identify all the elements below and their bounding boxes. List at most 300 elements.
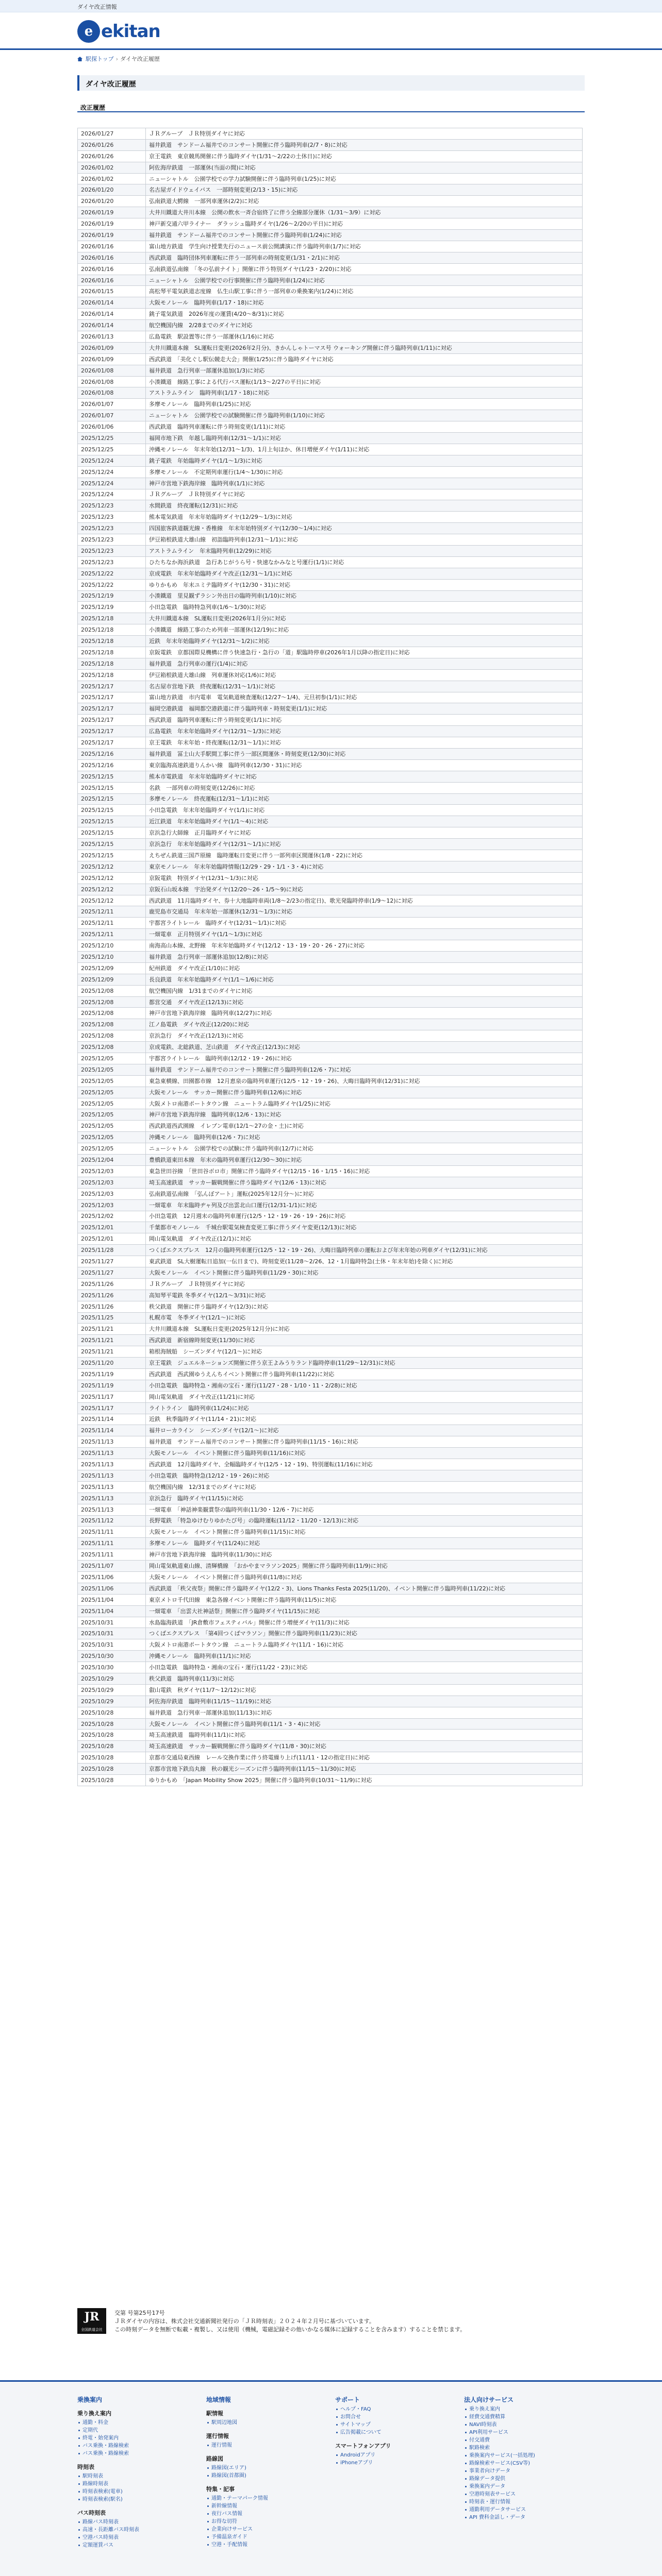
history-date: 2025/12/12 [78, 872, 146, 884]
history-row [78, 1628, 583, 1639]
history-date: 2025/12/24 [78, 478, 146, 489]
history-row [78, 703, 583, 715]
history-date: 2025/12/17 [78, 681, 146, 692]
history-row [78, 1527, 583, 1538]
history-row [78, 365, 583, 376]
history-description: 京王電鉄 ジュエルネーションズ開催に伴う京王よみうりランド臨時停車(11/29～12/31)に対応 [146, 1358, 583, 1369]
history-date: 2025/11/20 [78, 1358, 146, 1369]
footer-link[interactable]: 定額運賃バス [77, 2541, 201, 2549]
history-row [78, 1143, 583, 1155]
history-description: 長良鉄道 年末年始臨時ダイヤ(1/1～1/6)に対応 [146, 974, 583, 985]
footer-link[interactable]: 路線図(首都圏) [206, 2472, 330, 2480]
history-description: 弘南鉄道弘南線 「冬の弘前ナイト」開催に伴う特別ダイヤ(1/23・2/20)に対応 [146, 263, 583, 275]
history-date: 2026/01/14 [78, 297, 146, 309]
history-date: 2026/01/16 [78, 263, 146, 275]
history-description: 西武鉄道 12月臨時ダイヤ、全幅臨時ダイヤ(12/5・12・19)、特別運転(11/16)に対応 [146, 1459, 583, 1470]
history-description: 一畑電車 「出雲大社神話祭」開催に伴う臨時ダイヤ(11/15)に対応 [146, 1605, 583, 1617]
history-date: 2025/12/17 [78, 703, 146, 715]
footer-link[interactable]: 時刻表検索(駅名) [77, 2496, 201, 2503]
history-row [78, 1211, 583, 1222]
breadcrumb-separator: › [115, 56, 119, 62]
history-description: 札幌市電 冬季ダイヤ(12/1～)に対応 [146, 1312, 583, 1324]
footer-link[interactable]: NAVI時刻表 [464, 2421, 588, 2429]
history-row [78, 1673, 583, 1685]
footer-link[interactable]: 駅路検索 [464, 2444, 588, 2452]
history-date: 2026/01/19 [78, 230, 146, 241]
history-description: 東急東横線、田園都市線 12月恵泉の臨時列車運行(12/5・12・19・26)、大晦日臨時列車(12/31)に対応 [146, 1075, 583, 1087]
footer-link[interactable]: お得な切符 [206, 2518, 330, 2526]
header-divider [0, 48, 662, 50]
footer-link[interactable]: 乗換案内サービス(一括処理) [464, 2452, 588, 2460]
footer-link[interactable]: 夜行バス情報 [206, 2510, 330, 2518]
history-date: 2025/10/30 [78, 1662, 146, 1673]
history-row [78, 331, 583, 343]
footer-link[interactable]: Androidアプリ [335, 2451, 459, 2459]
history-row [78, 771, 583, 782]
history-description: 京王電鉄 東京競馬開催に伴う臨時ダイヤ(1/31～2/22の土休日)に対応 [146, 150, 583, 162]
history-date: 2025/11/13 [78, 1436, 146, 1448]
footer-link[interactable]: API 費科金話し・データ [464, 2514, 588, 2521]
history-description: 箱根海賊船 シーズンダイヤ(12/1～)に対応 [146, 1346, 583, 1358]
site-logo[interactable] [77, 20, 160, 43]
history-row [78, 455, 583, 466]
history-row [78, 985, 583, 996]
footer-subheading: 特集・記事 [206, 2486, 235, 2493]
history-date: 2026/01/15 [78, 286, 146, 297]
history-row [78, 309, 583, 320]
history-date: 2025/12/11 [78, 929, 146, 940]
home-icon [77, 57, 82, 61]
breadcrumb-home-link[interactable]: 駅探トップ [86, 56, 114, 62]
history-description: 東京臨海高速鉄道りんかい線 臨時列車(12/30・31)に対応 [146, 759, 583, 771]
footer-link[interactable]: 付交通費 [464, 2436, 588, 2444]
history-description: 阿佐海岸鉄道 一部運休(当面の間)に対応 [146, 162, 583, 173]
notice-line-2: ＪＲダイヤの内容は、株式会社交通新聞社発行の「ＪＲ時刻表」２０２４年２月号に基づいています。 [114, 2318, 375, 2325]
history-date: 2025/12/05 [78, 1132, 146, 1143]
history-row [78, 1233, 583, 1245]
history-description: ライトライン 臨時列車(11/24)に対応 [146, 1402, 583, 1414]
logo-text: ekitan [101, 21, 160, 42]
history-row [78, 218, 583, 230]
history-row [78, 252, 583, 263]
history-description: 紀州鉄道 ダイヤ改正(1/10)に対応 [146, 962, 583, 974]
history-date: 2025/12/01 [78, 1233, 146, 1245]
history-description: 岡山電気軌道東山線、清輝橋線 「おかやまマラソン2025」開催に伴う臨時列車(11/9)に対応 [146, 1561, 583, 1572]
history-row [78, 1132, 583, 1143]
history-row [78, 1414, 583, 1425]
history-date: 2025/11/13 [78, 1493, 146, 1504]
history-row [78, 128, 583, 140]
footer-link[interactable]: 事業者向けデータ [464, 2467, 588, 2475]
history-date: 2025/11/19 [78, 1368, 146, 1380]
history-date: 2025/12/17 [78, 692, 146, 703]
history-description: 航空機国内線 1/31までのダイヤに対応 [146, 985, 583, 996]
history-row [78, 827, 583, 839]
history-row [78, 590, 583, 602]
history-row [78, 1504, 583, 1515]
history-row [78, 726, 583, 737]
history-row [78, 196, 583, 207]
history-row [78, 1155, 583, 1166]
history-date: 2025/11/27 [78, 1256, 146, 1267]
history-description: 小湊鐵道 線路工事による代行バス運転(1/13～2/27の平日)に対応 [146, 376, 583, 387]
history-row [78, 1165, 583, 1177]
history-row [78, 1290, 583, 1301]
history-date: 2025/11/04 [78, 1594, 146, 1605]
history-description: 宇都宮ライトレール 臨時ダイヤ(12/31～1/1)に対応 [146, 918, 583, 929]
history-row [78, 1481, 583, 1493]
footer-heading: サポート [335, 2396, 360, 2403]
history-description: 一畑電車 「神話神楽観賞祭の臨時列車(11/30・12/6・7)に対応 [146, 1504, 583, 1515]
history-description: 近鉄 秋季臨時ダイヤ(11/14・21)に対応 [146, 1414, 583, 1425]
history-row [78, 1064, 583, 1075]
history-row [78, 1572, 583, 1583]
history-date: 2026/01/02 [78, 162, 146, 173]
footer-link[interactable]: お問合せ [335, 2413, 459, 2421]
history-row [78, 410, 583, 421]
history-description: 大井川鐵道本線 SL運転日変更(2026年1月分)に対応 [146, 613, 583, 624]
history-description: 一畑電車 正月特別ダイヤ(1/1～1/3)に対応 [146, 929, 583, 940]
history-description: 航空機国内線 2/28までのダイヤに対応 [146, 320, 583, 331]
footer-link[interactable]: 駅周辺地図 [206, 2419, 330, 2427]
history-description: ニューシャトル 公園学校での行事開催に伴う臨時列車(1/24)に対応 [146, 275, 583, 286]
history-row [78, 320, 583, 331]
history-row [78, 1053, 583, 1064]
history-row [78, 534, 583, 546]
history-date: 2026/01/16 [78, 275, 146, 286]
footer-link[interactable]: 新幹線情報 [206, 2502, 330, 2510]
history-description: ＪＲグループ ＪＲ特別ダイヤに対応 [146, 128, 583, 140]
history-description: 福井鉄道 急行列車の運行(1/4)に対応 [146, 658, 583, 669]
history-row [78, 782, 583, 793]
history-date: 2026/01/08 [78, 387, 146, 399]
history-description: 東京モノレール 年末年始臨時情報(12/29・29・1/1・3・4)に対応 [146, 861, 583, 872]
history-description: ＪＲグループ ＪＲ特別ダイヤに対応 [146, 1278, 583, 1290]
history-row [78, 387, 583, 399]
history-row [78, 624, 583, 636]
history-row [78, 1549, 583, 1561]
history-date: 2026/01/19 [78, 207, 146, 218]
footer-link[interactable]: 企業向けサービス [206, 2526, 330, 2533]
footer-link[interactable]: 路線検索サービス(CSV等) [464, 2460, 588, 2467]
footer-link[interactable]: 路線データ提供 [464, 2475, 588, 2483]
history-description: 埼玉高速鉄道 サッカー観戦開催に伴う臨時ダイヤ(12/6・13)に対応 [146, 1177, 583, 1188]
history-description: 福井鉄道 サンドーム福井でのコンサート開催に伴う臨時列車(12/6・7)に対応 [146, 1064, 583, 1075]
footer-link[interactable]: 空港時刻表サービス [464, 2490, 588, 2498]
history-description: 弘南鉄道弘南線 「弘んぼアート」運転(2025年12月分～)に対応 [146, 1188, 583, 1199]
history-description: 東武鉄道 SL大樹運転日追加(一伝日まで)、時刻変更(11/28～2/26、12・1月臨時特急(土休・年末年始)を除く)に対応 [146, 1256, 583, 1267]
footer-link[interactable]: 空港・手配情報 [206, 2541, 330, 2549]
footer-link[interactable]: 空港バス時刻表 [77, 2534, 201, 2541]
history-row [78, 297, 583, 309]
history-date: 2025/10/28 [78, 1775, 146, 1786]
history-date: 2025/12/24 [78, 466, 146, 478]
history-date: 2025/12/03 [78, 1199, 146, 1211]
history-date: 2025/11/13 [78, 1481, 146, 1493]
history-description: 福井鉄道 サンドーム福井でのコンサート開催に伴う臨時列車(2/7・8)に対応 [146, 139, 583, 150]
history-date: 2025/11/17 [78, 1391, 146, 1402]
history-date: 2025/11/14 [78, 1414, 146, 1425]
footer-link[interactable]: バス乗換・路線検索 [77, 2450, 201, 2458]
history-date: 2025/12/23 [78, 534, 146, 546]
history-description: 京浜急行大師線 正月臨時ダイヤに対応 [146, 827, 583, 839]
footer-column-routes [77, 2392, 201, 2549]
history-date: 2025/12/23 [78, 545, 146, 556]
history-date: 2026/01/20 [78, 184, 146, 196]
history-date: 2026/01/20 [78, 196, 146, 207]
history-row [78, 861, 583, 872]
history-description: 福岡空港鉄道 福岡都空港鉄道に伴う臨時列車・時刻変更(1/1)に対応 [146, 703, 583, 715]
history-description: 京阪電鉄 京都国際見機構に伴う快速急行・急行の「道」駅臨時停車(2026年1月以降の指定日)に対応 [146, 647, 583, 658]
footer-link[interactable]: 時刻表・運行情報 [464, 2498, 588, 2506]
history-date: 2026/01/13 [78, 331, 146, 343]
footer-subheading: 乗り換え案内 [77, 2410, 111, 2417]
history-description: 高松琴平電気鉄道志度線 仏生山駅工事に伴う一部列車の乗換案内(1/24)に対応 [146, 286, 583, 297]
footer-link[interactable]: バス乗換・路線検索 [77, 2442, 201, 2450]
history-row [78, 895, 583, 906]
breadcrumb [77, 55, 160, 63]
history-row [78, 1436, 583, 1448]
footer-link[interactable]: 経費交通費精算 [464, 2413, 588, 2421]
history-date: 2025/10/28 [78, 1707, 146, 1718]
history-description: 小田急電鉄 臨時特急(12/12・19・26)に対応 [146, 1470, 583, 1481]
history-date: 2026/01/06 [78, 421, 146, 433]
history-description: 大阪モノレール イベント開催に伴う臨時列車(11/16)に対応 [146, 1448, 583, 1459]
history-date: 2025/11/19 [78, 1380, 146, 1391]
history-row [78, 1042, 583, 1053]
footer-link[interactable]: 高速・長距離バス時刻表 [77, 2526, 201, 2534]
history-date: 2025/10/29 [78, 1684, 146, 1696]
history-description: えちぜん鉄道三国芦原線 臨時運転日変更に伴う一部列車区間運休(1/8・22)に対応 [146, 850, 583, 861]
history-date: 2025/12/15 [78, 805, 146, 816]
history-date: 2025/12/12 [78, 861, 146, 872]
history-row [78, 681, 583, 692]
history-date: 2025/12/05 [78, 1098, 146, 1109]
history-description: ひたちなか海浜鉄道 急行あじがうら号・快速なかみなと号運行(1/1)に対応 [146, 556, 583, 568]
history-row [78, 1391, 583, 1402]
page-title: ダイヤ改正履歴 [77, 75, 585, 91]
history-date: 2025/10/29 [78, 1673, 146, 1685]
history-row [78, 1561, 583, 1572]
history-description: 小田急電鉄 臨時特急列車(1/6～1/30)に対応 [146, 602, 583, 613]
history-row [78, 489, 583, 500]
history-description: 福井鉄道 サンドーム福井でのコンサート開催に伴う臨時列車(11/15・16)に対応 [146, 1436, 583, 1448]
history-description: 神戸市営地下鉄海岸線 臨時列車(11/30)に対応 [146, 1549, 583, 1561]
history-description: 京王電鉄 年末年始・終夜運転(12/31～1/1)に対応 [146, 737, 583, 749]
history-description: 大井川鐵道本線 SL運転日変更(2025年12月分)に対応 [146, 1324, 583, 1335]
history-date: 2025/11/28 [78, 1245, 146, 1256]
history-description: 近鉄 年末年始臨時ダイヤ(12/31～1/2)に対応 [146, 636, 583, 647]
history-description: 富山地方鉄道 市内電車 電気軌道検査運転(12/27～1/4)、元旦初参(1/1)に対応 [146, 692, 583, 703]
footer-link[interactable]: 駅時刻表 [77, 2472, 201, 2480]
history-description: 大阪メトロ南港ポートタウン線 ニュートラム臨時ダイヤ(1/25)に対応 [146, 1098, 583, 1109]
footer-link[interactable]: 路線時刻表 [77, 2480, 201, 2488]
history-description: 西武鉄道 臨時列車運転に伴う時刻変更(1/11)に対応 [146, 421, 583, 433]
history-description: 東京メトロ千代田線 東急各線イベント開催に伴う臨時列車(11/5)に対応 [146, 1594, 583, 1605]
history-date: 2025/12/18 [78, 624, 146, 636]
footer-subheading: 時刻表 [77, 2464, 94, 2470]
footer-link[interactable]: 路線バス時刻表 [77, 2518, 201, 2526]
history-date: 2025/12/05 [78, 1087, 146, 1098]
history-description: 豊橋鉄道東田本線 年末の臨時列車運行(12/30～30)に対応 [146, 1155, 583, 1166]
footer-link[interactable]: ヘルプ・FAQ [335, 2405, 459, 2413]
history-description: 東急世田谷線 「世田谷ボロ市」開催に伴う臨時ダイヤ(12/15・16・1/15・16)に対応 [146, 1165, 583, 1177]
history-row [78, 263, 583, 275]
history-date: 2025/12/09 [78, 974, 146, 985]
footer-link[interactable]: 時刻表検索(電車) [77, 2488, 201, 2496]
footer-link[interactable]: 乗換案内データ [464, 2483, 588, 2490]
history-date: 2025/12/23 [78, 512, 146, 523]
history-row [78, 342, 583, 353]
history-row [78, 1087, 583, 1098]
notice-line-3: この時刻データを無断で転載・複製し、又は使用（機械，電磁記録その他いかなる媒体に記録することを含みます）することを禁じます。 [114, 2326, 466, 2333]
history-description: 西武鉄道 臨時団体列車運転に伴う一部列車の時刻変更(1/31・2/1)に対応 [146, 252, 583, 263]
history-description: 多摩モノレール 臨時列車(1/25)に対応 [146, 399, 583, 410]
history-description: 銚子電気鉄道 2026年度の運賃(4/20～8/31)に対応 [146, 309, 583, 320]
history-description: 航空機国内線 12/31までのダイヤに対応 [146, 1481, 583, 1493]
footer-link[interactable]: API利用サービス [464, 2429, 588, 2436]
history-date: 2025/11/06 [78, 1583, 146, 1594]
history-row [78, 759, 583, 771]
history-date: 2025/10/31 [78, 1639, 146, 1651]
history-row [78, 906, 583, 918]
logo-mark-icon: e [77, 20, 100, 43]
history-description: 京浜急行 臨時ダイヤ(11/15)に対応 [146, 1493, 583, 1504]
history-row [78, 1199, 583, 1211]
footer-link[interactable]: サイトマップ [335, 2421, 459, 2429]
history-description: 神戸市営地下鉄海岸線 臨時列車(12/27)に対応 [146, 1008, 583, 1019]
history-date: 2025/12/19 [78, 602, 146, 613]
history-row [78, 1718, 583, 1730]
footer-link[interactable]: 通勤・料金 [77, 2419, 201, 2427]
history-description: 水間鉄道 終夜運転(12/31)に対応 [146, 500, 583, 512]
history-row [78, 241, 583, 252]
history-row [78, 523, 583, 534]
history-row [78, 421, 583, 433]
history-row [78, 376, 583, 387]
footer-link[interactable]: 終電・始発案内 [77, 2434, 201, 2442]
history-description: ニューシャトル 公園学校での試験開催に伴う臨時列車(1/10)に対応 [146, 410, 583, 421]
history-description: 京都市交通局東西線 レール交換作業に伴う終電繰り上げ(11/11・12の指定日)に対応 [146, 1752, 583, 1764]
history-date: 2025/12/19 [78, 590, 146, 602]
footer-link[interactable]: 予備温泉ガイド [206, 2533, 330, 2541]
history-date: 2025/12/22 [78, 579, 146, 590]
footer-link[interactable]: 乗り換え案内 [464, 2405, 588, 2413]
history-description: 多摩モノレール 終夜運転(12/31～1/1)に対応 [146, 793, 583, 805]
history-date: 2025/11/26 [78, 1301, 146, 1312]
history-row [78, 1639, 583, 1651]
history-description: 長野電鉄 「特急ゆけむりゆかたび号」の臨時運転(11/12・11/20・12/13)に対応 [146, 1515, 583, 1527]
history-row [78, 1177, 583, 1188]
history-description: 沖縄モノレール 臨時列車(11/1)に対応 [146, 1651, 583, 1662]
footer-link[interactable]: 通勤・テーマパーク情報 [206, 2495, 330, 2502]
history-row [78, 929, 583, 940]
jr-logo: JR 全国鉄道会社 [77, 2308, 106, 2334]
history-row [78, 1425, 583, 1436]
history-description: ＪＲグループ ＪＲ特別ダイヤに対応 [146, 489, 583, 500]
history-description: 近江鉄道 年末年始臨時ダイヤ(1/1～4)に対応 [146, 816, 583, 827]
history-row [78, 184, 583, 196]
footer-subheading: 駅情報 [206, 2410, 223, 2417]
history-row [78, 579, 583, 590]
history-date: 2025/12/03 [78, 1165, 146, 1177]
history-date: 2025/12/12 [78, 895, 146, 906]
notice-line-1: 交第 号第25号17号 [114, 2310, 165, 2316]
history-row [78, 850, 583, 861]
history-row [78, 1019, 583, 1030]
history-row [78, 1707, 583, 1718]
history-date: 2025/11/25 [78, 1312, 146, 1324]
history-date: 2025/11/26 [78, 1290, 146, 1301]
history-date: 2025/12/05 [78, 1121, 146, 1132]
history-date: 2025/11/11 [78, 1527, 146, 1538]
footer-link[interactable]: 定期代 [77, 2427, 201, 2434]
history-date: 2026/01/09 [78, 342, 146, 353]
history-date: 2025/12/23 [78, 500, 146, 512]
history-description: 埼玉高速鉄道 サッカー観戦開催に伴う臨時ダイヤ(11/8・30)に対応 [146, 1741, 583, 1752]
history-date: 2025/12/02 [78, 1211, 146, 1222]
history-description: 大阪モノレール サッカー開催に伴う臨時列車(12/6)に対応 [146, 1087, 583, 1098]
footer-column-area [206, 2392, 330, 2549]
history-row [78, 1617, 583, 1628]
history-row [78, 839, 583, 850]
footer-link[interactable]: 広告掲載について [335, 2429, 459, 2436]
history-date: 2026/01/14 [78, 309, 146, 320]
history-row [78, 230, 583, 241]
footer-link[interactable]: 運行情報 [206, 2442, 330, 2449]
history-description: 小湊鐵道 里見観ずラシン外出日の臨時列車(1/10)に対応 [146, 590, 583, 602]
history-date: 2026/01/26 [78, 150, 146, 162]
history-row [78, 872, 583, 884]
history-date: 2026/01/02 [78, 173, 146, 184]
history-description: 福井鉄道 急行列車一部運休追加(11/13)に対応 [146, 1707, 583, 1718]
history-date: 2025/12/25 [78, 433, 146, 444]
history-description: 多摩モノレール 不定期列車運行(1/4～1/30)に対応 [146, 466, 583, 478]
history-date: 2025/11/11 [78, 1549, 146, 1561]
history-description: 秩父鉄道 開催に伴う臨時ダイヤ(12/3)に対応 [146, 1301, 583, 1312]
history-date: 2025/12/08 [78, 1030, 146, 1042]
footer-link[interactable]: iPhoneアプリ [335, 2459, 459, 2467]
history-row [78, 1008, 583, 1019]
history-date: 2025/10/30 [78, 1651, 146, 1662]
footer-link[interactable]: 路線図(エリア) [206, 2464, 330, 2472]
history-description: 京都市営地下鉄烏丸線 秋の観光シーズンに伴う臨時列車(11/15～11/30)に対応 [146, 1764, 583, 1775]
history-date: 2025/11/06 [78, 1572, 146, 1583]
history-description: 西武鉄道 「秩父夜祭」開催に伴う臨時ダイヤ(12/2・3)、Lions Thanks Festa 2025(11/20)、イベント開催に伴う臨時列車(11/22)に対応 [146, 1583, 583, 1594]
history-row [78, 286, 583, 297]
history-description: 広島電鉄 年末年始臨時ダイヤ(12/31～1/3)に対応 [146, 726, 583, 737]
history-date: 2025/10/28 [78, 1718, 146, 1730]
history-description: 京阪電鉄 特別ダイヤ(12/31～1/3)に対応 [146, 872, 583, 884]
history-description: 熊本市電鉄道 年末年始臨時ダイヤに対応 [146, 771, 583, 782]
history-date: 2025/12/25 [78, 444, 146, 455]
history-date: 2025/11/21 [78, 1346, 146, 1358]
footer-heading: 法人向けサービス [464, 2396, 514, 2403]
history-row [78, 602, 583, 613]
footer-link[interactable]: 通勤利用データサービス [464, 2506, 588, 2514]
history-date: 2026/01/19 [78, 218, 146, 230]
history-date: 2025/12/11 [78, 906, 146, 918]
footer-subheading: 路線図 [206, 2455, 223, 2462]
history-description: ゆりかもめ 「Japan Mobility Show 2025」開催に伴う臨時列車(10/31～11/9)に対応 [146, 1775, 583, 1786]
history-description: 小湊鐵道 線路工事のため列車一部運休(12/19)に対応 [146, 624, 583, 636]
history-row [78, 962, 583, 974]
history-date: 2025/10/28 [78, 1764, 146, 1775]
history-description: ニューシャトル 公園学校での試験に伴う臨時列車(12/7)に対応 [146, 1143, 583, 1155]
history-description: 小田急電鉄 年末年始臨時ダイヤ(1/1)に対応 [146, 805, 583, 816]
history-date: 2025/11/07 [78, 1561, 146, 1572]
history-description: 小田急電鉄 臨時特急・湘南の宝石・運行(11/22・23)に対応 [146, 1662, 583, 1673]
